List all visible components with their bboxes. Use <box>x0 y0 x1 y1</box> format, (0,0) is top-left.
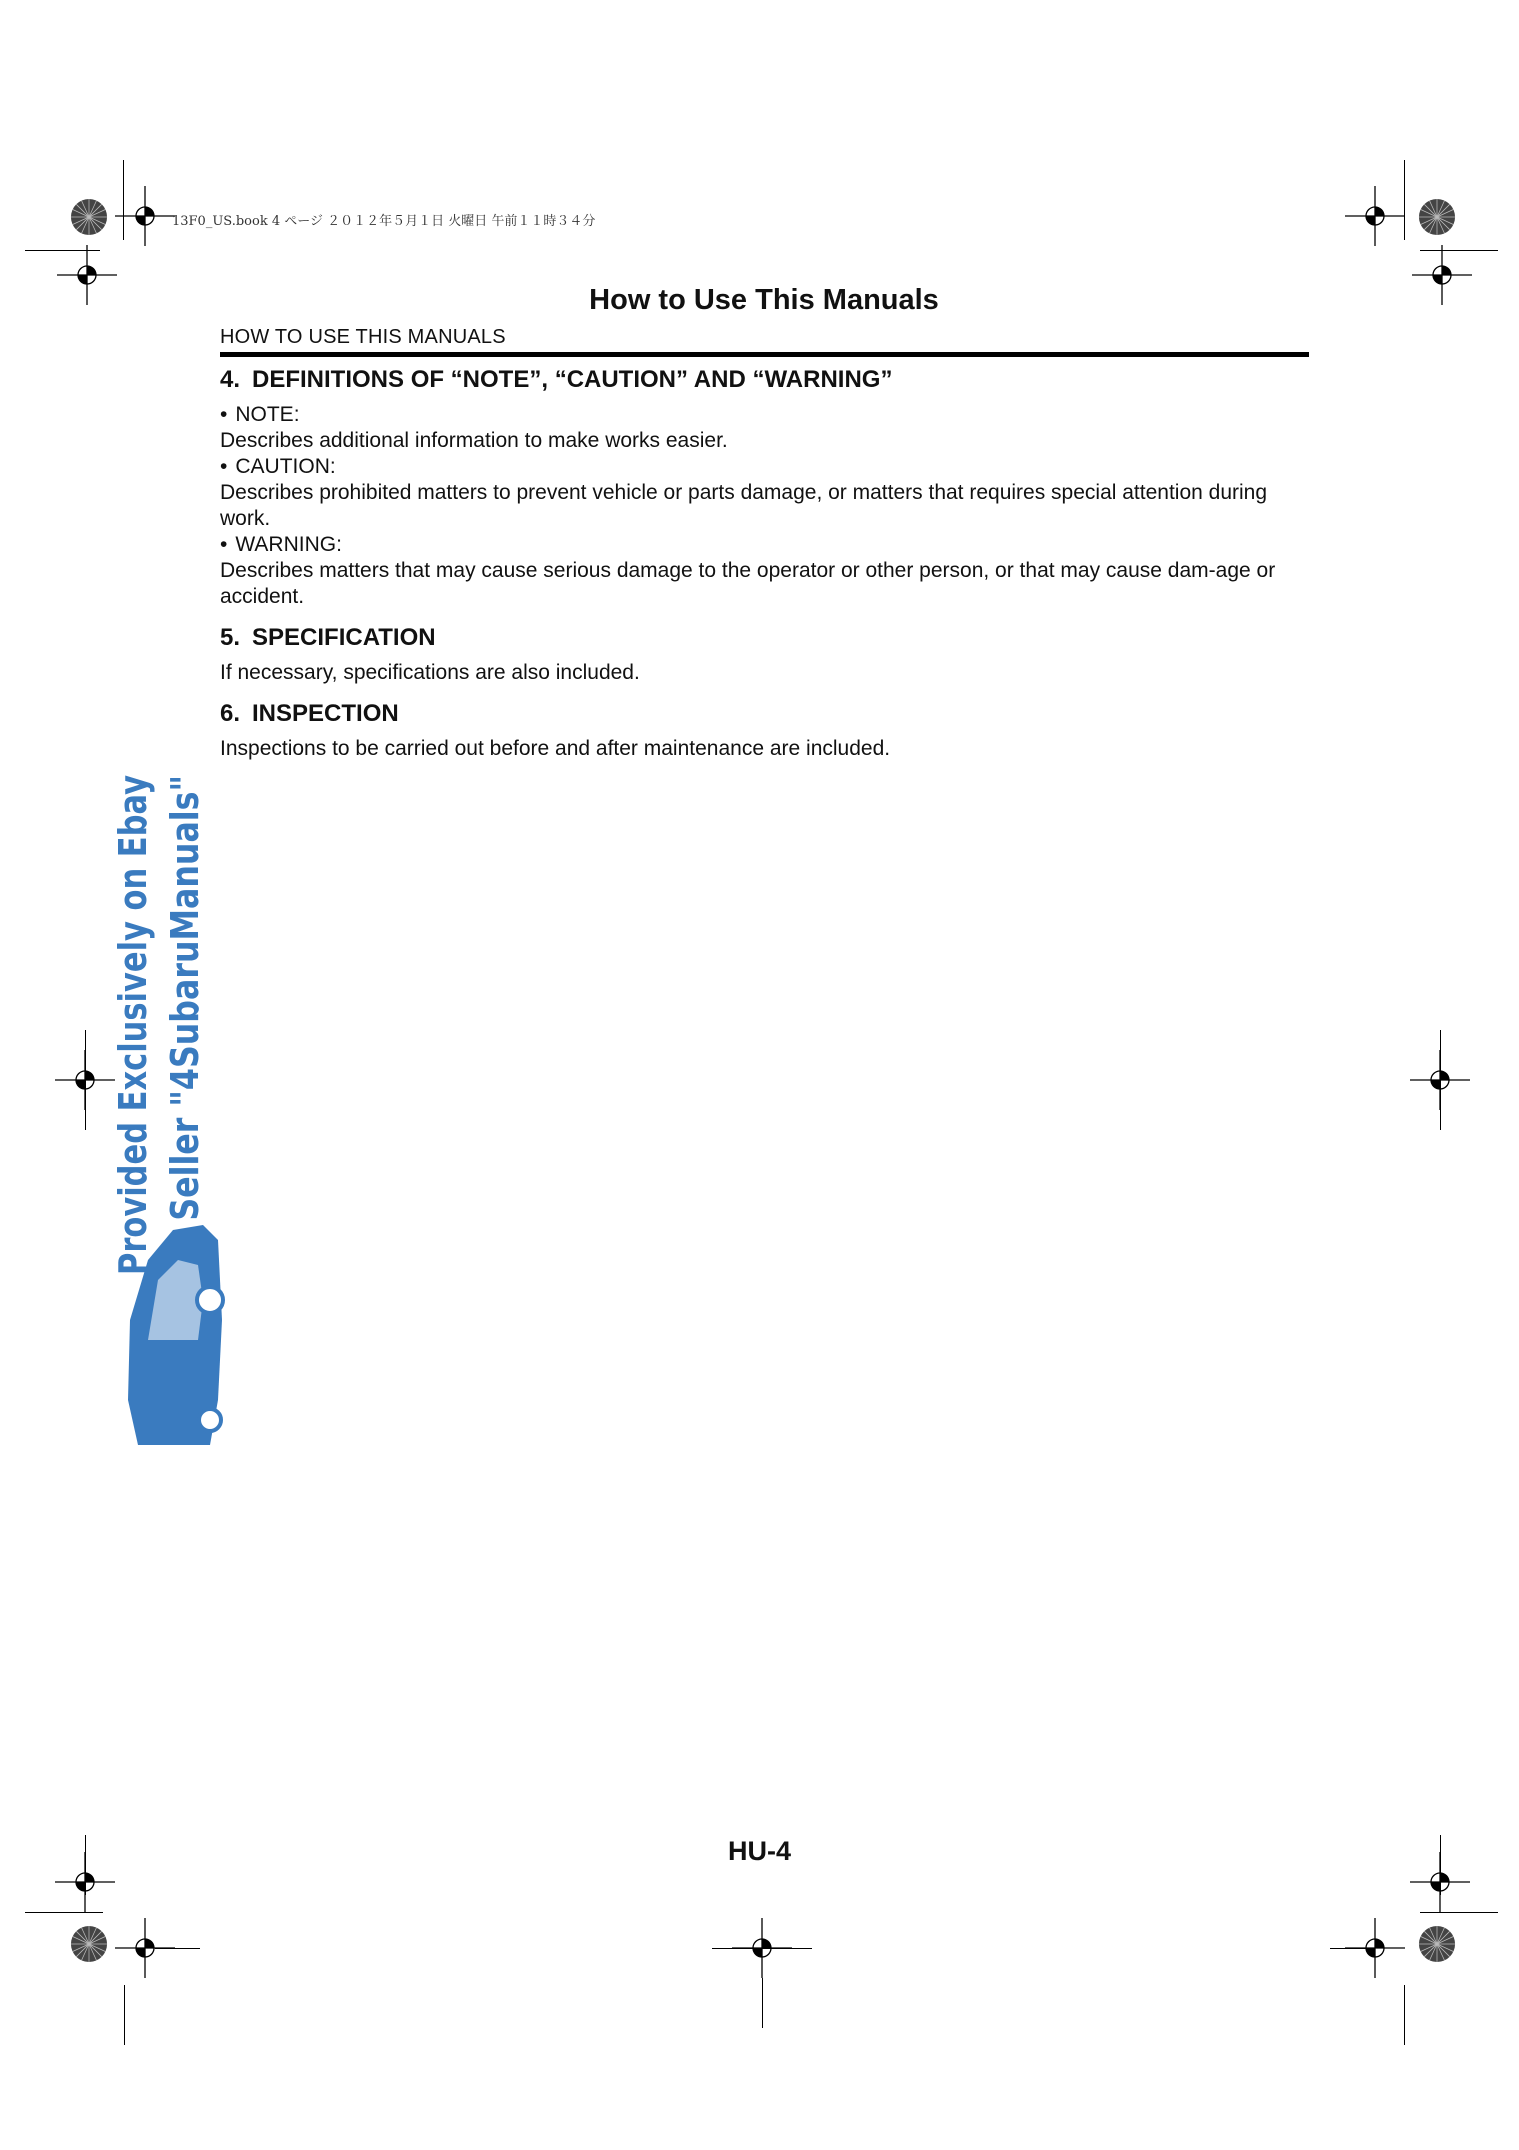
bullet-label-text: WARNING: <box>235 533 342 556</box>
trim-line <box>155 1948 200 1949</box>
watermark-graphic <box>111 652 228 1450</box>
registration-rosette-icon <box>1418 198 1456 236</box>
trim-line <box>1420 250 1498 251</box>
section-definitions <box>220 364 1309 610</box>
bullet-icon: • <box>220 403 228 426</box>
watermark-line-1: Provided Exclusively on Ebay <box>111 652 155 1275</box>
trim-line <box>1440 1030 1441 1130</box>
seller-watermark <box>111 652 228 1450</box>
trim-line <box>762 1978 763 2028</box>
bullet-label-text: NOTE: <box>235 403 300 426</box>
trim-line <box>1330 1948 1375 1949</box>
specification-description: If necessary, specifications are also included. <box>220 661 640 684</box>
trim-line <box>85 1030 86 1130</box>
trim-line <box>25 250 100 251</box>
section-inspection <box>220 698 1309 762</box>
page-title: How to Use This Manuals <box>589 284 939 316</box>
bullet-warning <box>220 532 1309 558</box>
section-title: DEFINITIONS OF “NOTE”, “CAUTION” AND “WARNING” <box>252 366 893 393</box>
trim-line <box>1420 1912 1498 1913</box>
running-head: HOW TO USE THIS MANUALS <box>220 326 506 348</box>
main-content <box>220 364 1309 774</box>
section-title: SPECIFICATION <box>252 624 436 651</box>
watermark-line-2: by Seller "4SubaruManuals" <box>163 674 207 1275</box>
section-number: 5. <box>220 624 241 651</box>
trim-line <box>124 1985 125 2045</box>
section-specification <box>220 622 1309 686</box>
trim-line <box>123 160 124 240</box>
registration-rosette-icon <box>70 198 108 236</box>
trim-line <box>25 1912 103 1913</box>
registration-rosette-icon <box>70 1925 108 1963</box>
book-slug-line: 13F0_US.book 4 ページ ２０１２年５月１日 火曜日 午前１１時３４分 <box>172 214 596 229</box>
section-number: 6. <box>220 700 241 727</box>
trim-line <box>1404 160 1405 240</box>
section-title: INSPECTION <box>252 700 399 727</box>
bullet-caution <box>220 454 1309 480</box>
bullet-label-text: CAUTION: <box>235 455 336 478</box>
warning-description: Describes matters that may cause serious damage to the operator or other person, or that may cause dam-age or accident. <box>220 559 1276 608</box>
trim-line <box>1404 1985 1405 2045</box>
crosshair-mark-icon <box>57 245 117 305</box>
page-number: HU-4 <box>727 1836 791 1866</box>
bullet-note <box>220 402 1309 428</box>
crosshair-mark-icon <box>1412 245 1472 305</box>
note-description: Describes additional information to make works easier. <box>220 429 728 452</box>
trim-line <box>712 1948 812 1949</box>
caution-description: Describes prohibited matters to prevent vehicle or parts damage, or matters that requires special attention during work. <box>220 481 1268 530</box>
header-rule <box>220 352 1309 357</box>
section-heading <box>220 698 1309 730</box>
bullet-icon: • <box>220 455 228 478</box>
inspection-description: Inspections to be carried out before and after maintenance are included. <box>220 737 891 760</box>
registration-rosette-icon <box>1418 1925 1456 1963</box>
section-heading <box>220 364 1309 396</box>
bullet-icon: • <box>220 533 228 556</box>
section-heading <box>220 622 1309 654</box>
crosshair-mark-icon <box>1345 186 1405 246</box>
section-number: 4. <box>220 366 241 393</box>
